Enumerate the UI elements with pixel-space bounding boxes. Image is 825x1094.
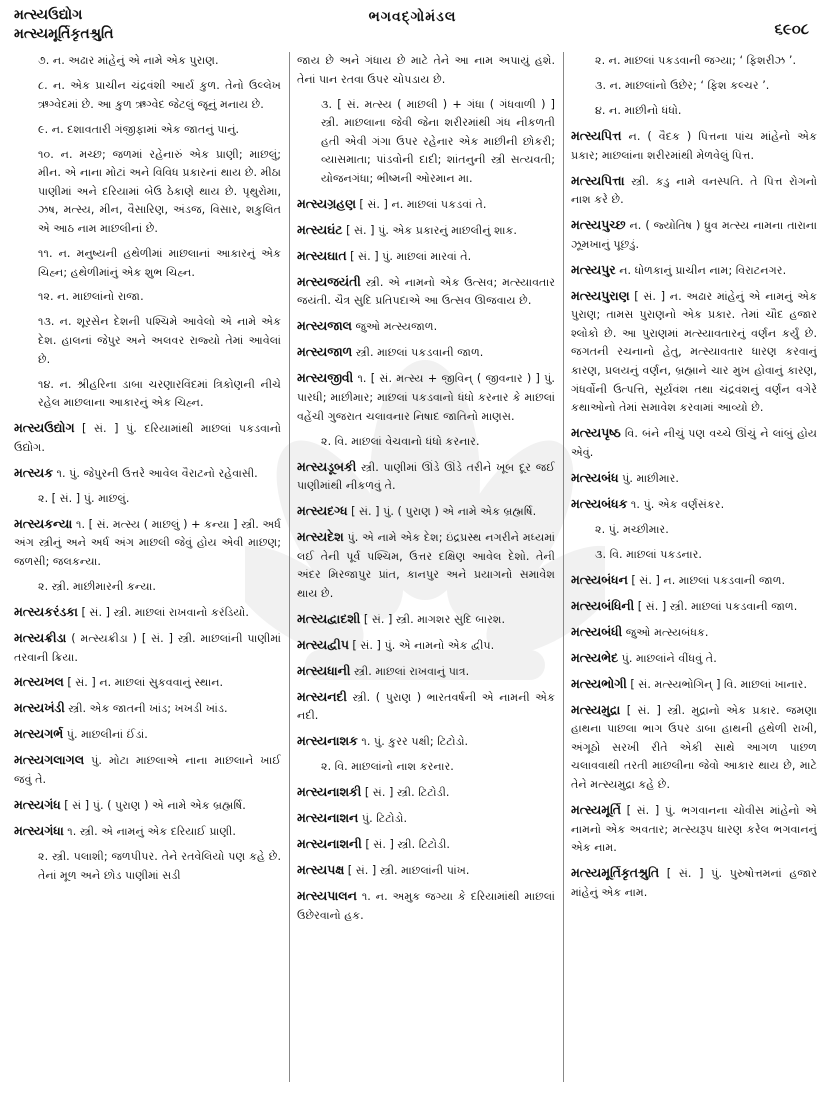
entry-definition: ૧. પું. કુરર પક્ષી; ટિટોડો. [357, 735, 469, 749]
dictionary-entry [297, 221, 555, 241]
entry-definition: સ્ત્રી. ( પુરાણ ) ભારતવર્ષની એ નામની એક નદી. [297, 690, 555, 723]
dictionary-entry [14, 146, 281, 239]
entry-definition: ન. ધોળકાનું પ્રાચીન નામ; વિરાટનગર. [615, 263, 787, 277]
dictionary-entry [297, 636, 555, 656]
column-3 [571, 52, 817, 1088]
entry-headword: મત્સ્યજાળ [297, 344, 353, 360]
dictionary-entry [297, 835, 555, 855]
dictionary-entry [14, 245, 281, 282]
entry-definition: પું. માછીમાર. [618, 471, 679, 485]
entry-definition: ૨. વિ. માછલાં વેચવાનો ધંધો કરનાર. [321, 434, 480, 448]
dictionary-entry [297, 52, 555, 89]
entry-headword: મત્સ્યનાશક [297, 733, 358, 749]
entry-definition: પું. ટિટોડો. [358, 812, 408, 826]
entry-definition: ૧. [ સં. મત્સ્ય ( માછલું ) + કન્યા ] સ્ત્રી. અર્ધ અંગ સ્ત્રીનું અને અર્ધ અંગ માછલી જેવું હોય એવી માછણ; જળસી; જલકન્યા. [14, 517, 281, 568]
entry-definition: ૯. ન. દશાવતારી ગંજીફામાં એક જાતનું પાનું. [38, 122, 240, 136]
entry-definition: [ સં. ] સ્ત્રી. માછલાં પકડવાની જાળ. [634, 599, 798, 613]
dictionary-entry [571, 623, 817, 643]
dictionary-entry [571, 127, 817, 165]
entry-headword: મત્સ્યબંધન [571, 571, 628, 587]
dictionary-entry [571, 801, 817, 858]
entry-headword: મત્સ્યદ્વાદશી [297, 610, 361, 626]
entry-definition: જાય છે અને ગંધાય છે માટે તેને આ નામ અપાયું હશે. તેનાં પાન રતવા ઉપર ચોપડાય છે. [297, 54, 555, 86]
entry-headword: મત્સ્યપિત્ત [571, 127, 622, 143]
entry-headword: મત્સ્યપક્ષ [297, 862, 345, 878]
entry-headword: મત્સ્યક [14, 464, 53, 480]
dictionary-entry [297, 732, 555, 752]
entry-headword: મત્સ્યબંધક [571, 495, 628, 511]
entry-headword: મત્સ્યમૂર્તિકૃતશ્રુતિ [571, 865, 660, 881]
entry-headword: મત્સ્યક્રીડા [14, 629, 67, 645]
entry-definition: ૧૨. ન. માછલાંનો રાજા. [38, 290, 144, 304]
entry-definition: [ સં. ] પું. એક પ્રકારનું માછલીનું શાક. [342, 223, 517, 237]
entry-headword: મત્સ્યબંધ [571, 469, 619, 485]
entry-headword: મત્સ્યકન્યા [14, 515, 73, 531]
dictionary-entry [297, 247, 555, 267]
dictionary-entry [14, 578, 281, 597]
entry-definition: [ સં. ] સ્ત્રી. માછલાં રાખવાનો કરંડિયો. [77, 605, 249, 619]
entry-definition: [ સં. ] પું. દરિયામાંથી માછલાં પકડવાનો ઉદ્યોગ. [14, 422, 281, 454]
entry-headword: મત્સ્યનાશની [297, 836, 362, 852]
entry-definition: ૩. ન. માછલાંનો ઉછેર; ‘ ફિશ કલ્ચર ’. [595, 78, 770, 92]
entry-headword: મત્સ્યગલાગલ [14, 752, 85, 768]
entry-headword: મત્સ્યખલ [14, 674, 64, 690]
entry-headword: મત્સ્યનાશન [297, 810, 359, 826]
dictionary-entry [14, 673, 281, 693]
entry-definition: [ સં. ] પું. એ નામનો એક દ્વીપ. [348, 638, 495, 652]
header-title: ભગવદ્ગોમંડલ [368, 9, 457, 25]
dictionary-entry [571, 675, 817, 695]
entry-definition: ( મત્સ્યક્રીડા ) [ સં. ] સ્ત્રી. માછલાંની પાણીમાં તરવાની ક્રિયા. [14, 631, 281, 664]
entry-headword: મત્સ્યપુચ્છ [571, 217, 626, 233]
entry-definition: પું. માછલાંને વીંધવું તે. [618, 651, 717, 665]
dictionary-entry [297, 610, 555, 630]
entry-headword: મત્સ્યપુરાણ [571, 287, 630, 303]
entry-definition: ૧. સ્ત્રી. એ નામનું એક દરિયાઈ પ્રાણી. [63, 825, 236, 838]
entry-definition: [ સં. મત્સ્યભોગિન્ ] વિ. માછલાં ખાનાર. [626, 677, 807, 691]
entry-definition: સ્ત્રી. કડુ નામે વનસ્પતિ. તે પિત્ત રોગનો નાશ કરે છે. [571, 174, 817, 207]
entry-definition: ૨. [ સં. ] પું. માછલું. [38, 491, 130, 505]
entry-headword: મત્સ્યભોગી [571, 675, 627, 691]
dictionary-entry [14, 515, 281, 572]
entry-definition: સ્ત્રી. એક જાતની ખાંડ; ખખડી ખાંડ. [64, 702, 228, 716]
entry-headword: મત્સ્યનાશકી [297, 784, 362, 800]
entry-definition: ૧. [ સં. મત્સ્ય + જીવિન્ ( જીવનાર ) ] પું. પારધી; માછીમાર; માછલાં પકડવાનો ધંધો કરનાર કે માછલાં વહેંચી ગુજરાત ચલાવનાર નિષાદ જાતિનો માણસ. [297, 372, 555, 423]
entry-definition: ૨. સ્ત્રી. માછીમારની કન્યા. [38, 579, 156, 593]
columns [14, 52, 817, 1088]
entry-definition: જુઓ મત્સ્યજાળ. [351, 320, 438, 334]
dictionary-entry [297, 758, 555, 777]
entry-definition: ૧૧. ન. મનુષ્યની હથેળીમાં માછલાનાં આકારનું એક ચિહ્ન; હથેળીમાંનું એક શુભ ચિહ્ન. [38, 246, 281, 279]
dictionary-entry [297, 195, 555, 215]
dictionary-entry [571, 701, 817, 795]
entry-headword: મત્સ્યકરંડકા [14, 603, 78, 619]
entry-headword: મત્સ્યદગ્ધ [297, 503, 348, 519]
entry-definition: સ્ત્રી. એ નામનો એક ઉત્સવ; મત્સ્યાવતાર જયંતી. ચૈત્ર સુદિ પ્રતિપદાએ આ ઉત્સવ ઊજવાય છે. [297, 275, 555, 308]
entry-headword: મત્સ્યપિત્તા [571, 172, 625, 188]
entry-definition: [ સં. ] ન. માછલાં સુકવવાનું સ્થાન. [63, 676, 224, 690]
entry-definition: [ સં. ] સ્ત્રી. માગશર સુદિ બારશ. [360, 612, 506, 626]
entry-definition: સ્ત્રી. માછલાં પકડવાની જાળ. [352, 346, 484, 360]
entry-definition: પું. એ નામે એક દેશ; ઇંદ્રપ્રસ્થ નગરીને મધ્યમાં લઈ તેની પૂર્વ પશ્ચિમ, ઉત્તર દક્ષિણ આવેલ દેશો. તેની અંદર મિરજાપુર પ્રાંત, કાનપુર અને પ્રયાગનો સમાવેશ થાય છે. [297, 531, 555, 600]
dictionary-entry [571, 495, 817, 515]
entry-definition: પું. માછલીનાં ઈંડાં. [63, 728, 148, 742]
dictionary-entry [14, 848, 281, 885]
entry-headword: મત્સ્યધાની [297, 662, 351, 678]
entry-definition: [ સં ] પું. ( પુરાણ ) એ નામે એક બ્રહ્મર્ષિ. [60, 799, 246, 813]
dictionary-entry [14, 490, 281, 509]
dictionary-entry [571, 424, 817, 462]
entry-headword: મત્સ્યપાલન [297, 888, 357, 904]
entry-definition: [ સં. ] સ્ત્રી. માછલાંની પાંખ. [344, 864, 470, 878]
header-last-word: મત્સ્યમૂર્તિકૃતશ્રુતિ [14, 26, 114, 42]
entry-headword: મત્સ્યદ્વીપ [297, 636, 349, 652]
dictionary-entry [297, 528, 555, 603]
dictionary-entry [297, 887, 555, 925]
dictionary-entry [571, 469, 817, 489]
entry-definition: સ્ત્રી. માછલાં રાખવાનું પાત્ર. [350, 664, 470, 678]
entry-definition: [ સં. ] ન. માછલાં પકડવાં તે. [355, 197, 487, 211]
dictionary-entry [297, 317, 555, 337]
entry-definition: ન. ( જ્યોતિષ ) ધ્રુવ મત્સ્ય નામના તારાના ઝૂમખાનું પૂછડું. [571, 219, 817, 251]
dictionary-entry [571, 216, 817, 254]
dictionary-entry [14, 313, 281, 369]
entry-headword: મત્સ્યપુર [571, 261, 616, 277]
entry-headword: મત્સ્યમુદ્રા [571, 701, 621, 717]
dictionary-entry [571, 649, 817, 669]
dictionary-entry [297, 809, 555, 829]
dictionary-entry [571, 521, 817, 540]
entry-definition: ૧૪. ન. શ્રીહરિના ડાબા ચરણારવિંદમાં ત્રિકોણની નીચે રહેલ માછલાના આકારનું એક ચિહ્ન. [38, 377, 281, 410]
dictionary-entry [571, 864, 817, 902]
entry-definition: ૮. ન. એક પ્રાચીન ચંદ્રવંશી આર્ય કુળ. તેનો ઉલ્લેખ ઋગ્વેદમાં છે. આ કુળ ઋગ્વેદ જેટલું જૂનું મનાય છે. [38, 78, 281, 111]
entry-headword: મત્સ્યભેદ [571, 649, 619, 665]
entry-definition: ૨. ન. માછલાં પકડવાની જગ્યા; ‘ ફિશરીઝ ’. [595, 54, 797, 67]
dictionary-entry [571, 546, 817, 565]
entry-headword: મત્સ્યબંધિની [571, 597, 635, 613]
entry-headword: મત્સ્યખંડી [14, 700, 65, 716]
entry-headword: મત્સ્યઘાત [297, 247, 347, 263]
entry-definition: ૧. ન. અમુક જગ્યા કે દરિયામાંથી માછલાં ઉછેરવાનો હક. [297, 890, 555, 922]
header-first-word: મત્સ્યઉદ્યોગ [14, 7, 83, 23]
entry-definition: [ સં. ] ન. અઢાર માંહેનું એ નામનું એક પુરાણ; તામસ પુરાણનો એક પ્રકાર. તેમાં ચૌદ હજાર શ્લોકો છે. આ પુરાણમાં મત્સ્યાવતારનું વર્ણન કર્યું છે. જગતની રચનાનો હેતુ, મત્સ્યાવતાર ધારણ કરવાનું કારણ, પ્રલયનું વર્ણન, બ્રહ્માને ચાર મુખ હોવાનું કારણ, ગંધર્વોની ઉત્પત્તિ, સૂર્યવંશ તથા ચંદ્રવંશનું વર્ણન વગેરે કથાઓનો તેમાં સમાવેશ કરવામાં આવ્યો છે. [571, 289, 817, 415]
dictionary-entry [14, 77, 281, 114]
dictionary-entry [297, 273, 555, 311]
entry-definition: [ સં. ] પું. માછલાં મારવાં તે. [346, 249, 472, 263]
dictionary-entry [14, 629, 281, 667]
entry-definition: સ્ત્રી. પાણીમાં ઊંડે ઊંડે તરીને ખૂબ દૂર જઈ પાણીમાંથી નીકળવું તે. [297, 460, 555, 493]
entry-definition: [ સં. ] પું. પુરુષોત્તમનાં હજાર માંહેનું એક નામ. [571, 867, 817, 899]
dictionary-entry [297, 433, 555, 452]
dictionary-entry [297, 458, 555, 496]
column-2 [297, 52, 555, 1088]
entry-headword: મત્સ્યબંધી [571, 623, 623, 639]
entry-definition: ૨. વિ. માછલાંનો નાશ કરનાર. [321, 760, 454, 774]
entry-definition: ૭. ન. અઢાર માંહેનું એ નામે એક પુરાણ. [38, 54, 219, 67]
entry-headword: મત્સ્યઉદ્યોગ [14, 420, 75, 436]
entry-definition: પું. મોટા માછલાએ નાના માછલાને ખાઈ જવું તે. [14, 754, 281, 787]
dictionary-entry [297, 861, 555, 881]
column-1 [14, 52, 281, 1088]
dictionary-entry [571, 571, 817, 591]
dictionary-entry [297, 96, 555, 189]
entry-definition: ૩. [ સં. મત્સ્ય ( માછલી ) + ગંધા ( ગંધવાળી ) ] સ્ત્રી. માછલાના જેવી જેના શરીરમાંથી ગંધ નીકળતી હતી એવી ગંગા ઉપર રહેનાર એક માછીની છોકરી; વ્યાસમાતા; પાંડવોની દાદી; શાંતનુની સ્ત્રી સત્યવતી; યોજનગંધા; ભીષ્મની ઓરમાન મા. [321, 97, 555, 185]
entry-definition: જુઓ મત્સ્યબંધક. [622, 625, 709, 639]
entry-definition: વિ. બંને નીચું પણ વચ્ચે ઊંચું ને લાંબું હોય એવું. [571, 427, 817, 459]
dictionary-entry [14, 796, 281, 816]
entry-definition: [ સં. ] સ્ત્રી. મુદ્રાનો એક પ્રકાર. જમણા હાથના પાછલા ભાગ ઉપર ડાબા હાથની હથેળી રાખી, અંગૂઠો સરખી રીતે એકી સાથે આગળ પાછળ ચલાવવાથી તરતી માછલીના જેવો આકાર થાય છે, માટે તેને મત્સ્યમુદ્રા કહે છે. [571, 703, 817, 792]
entry-headword: મત્સ્યગંધ [14, 797, 61, 813]
entry-definition: [ સં. ] ન. માછલાં પકડવાની જાળ. [627, 573, 786, 587]
dictionary-entry [297, 502, 555, 522]
entry-definition: [ સં. ] પું. ( પુરાણ ) એ નામે એક બ્રહ્મર્ષિ. [347, 505, 537, 519]
entry-headword: મત્સ્યજયંતી [297, 273, 361, 289]
dictionary-entry [297, 662, 555, 682]
entry-headword: મત્સ્યજીવી [297, 370, 354, 386]
entry-definition: ૨. સ્ત્રી. પલાશી; જળપીપર. તેને રતવેલિયો પણ કહે છે. તેનાં મૂળ અને છોડ પાણીમાં સડી [38, 849, 281, 882]
dictionary-entry [14, 121, 281, 140]
entry-definition: ૧. પું. એક વર્ણસંકર. [627, 497, 725, 511]
entry-definition: [ સં. ] સ્ત્રી. ટિટોડી. [361, 786, 450, 800]
dictionary-entry [14, 52, 281, 71]
dictionary-entry [571, 77, 817, 96]
dictionary-entry [297, 783, 555, 803]
entry-definition: ૧૩. ન. શૂરસેન દેશની પશ્ચિમે આવેલો એ નામે એક દેશ. હાલનાં જેપુર અને અલવર રાજ્યો તેમાં આવેલાં છે. [38, 315, 281, 366]
dictionary-entry [571, 102, 817, 121]
dictionary-entry [14, 751, 281, 789]
entry-definition: ન. ( વૈદક ) પિત્તના પાંચ માંહેનો એક પ્રકાર; માછલાંના શરીરમાંથી મેળવેલું પિત્ત. [571, 129, 817, 162]
dictionary-entry [571, 287, 817, 418]
dictionary-entry [14, 699, 281, 719]
dictionary-entry [14, 603, 281, 623]
entry-definition: ૧૦. ન. મચ્છ; જળમાં રહેનારું એક પ્રાણી; માછલું; મીન. એ નાના મોટાં અને વિવિધ પ્રકારનાં થાય છે. મીઠા પાણીમાં અને દરિયામાં બેઉ ઠેકાણે થાય છે. પૃથુરોમા, ઝષ, મત્સ્ય, મીન, વૈસારિણ, અંડજ, વિસાર, શકુલિત એ આઠ નામ માછલીનાં છે. [38, 147, 281, 235]
dictionary-entry [297, 369, 555, 426]
dictionary-entry [571, 52, 817, 71]
dictionary-entry [571, 597, 817, 617]
entry-headword: મત્સ્યગર્ભ [14, 726, 64, 742]
entry-definition: ૪. ન. માછીનો ધંધો. [595, 103, 682, 117]
dictionary-entry [297, 688, 555, 726]
entry-headword: મત્સ્યપૃષ્ઠ [571, 425, 621, 441]
entry-headword: મત્સ્યગંધા [14, 823, 64, 838]
dictionary-entry [14, 822, 281, 842]
entry-headword: મત્સ્યમૂર્તિ [571, 802, 621, 818]
entry-definition: ૨. પું. મચ્છીમાર. [595, 522, 669, 536]
entry-headword: મત્સ્યગ્રહણ [297, 195, 356, 211]
entry-definition: ૩. વિ. માછલાં પકડનાર. [595, 547, 702, 561]
entry-headword: મત્સ્યજાલ [297, 318, 352, 334]
dictionary-entry [571, 261, 817, 281]
dictionary-entry [14, 419, 281, 457]
dictionary-entry [571, 172, 817, 210]
dictionary-entry [297, 343, 555, 363]
entry-headword: મત્સ્યદેશ [297, 529, 344, 545]
entry-headword: મત્સ્યનદી [297, 688, 347, 704]
entry-headword: મત્સ્યડૂબકી [297, 458, 357, 474]
dictionary-entry [14, 376, 281, 413]
entry-definition: [ સં. ] પું. ભગવાનના ચોવીસ માંહેનો એ નામનો એક અવતાર; મત્સ્યરૂપ ધારણ કરેલ ભગવાનનું એક નામ. [571, 804, 817, 855]
dictionary-entry [14, 725, 281, 745]
entry-headword: મત્સ્યઘંટ [297, 221, 343, 237]
entry-definition: ૧. પું. જેપુરની ઉત્તરે આવેલ વૈરાટનો રહેવાસી. [52, 466, 258, 480]
entry-definition: [ સં. ] સ્ત્રી. ટિટોડી. [361, 838, 450, 852]
dictionary-entry [14, 288, 281, 307]
dictionary-entry [14, 464, 281, 484]
page-number: ૬૯૦૮ [774, 20, 809, 38]
